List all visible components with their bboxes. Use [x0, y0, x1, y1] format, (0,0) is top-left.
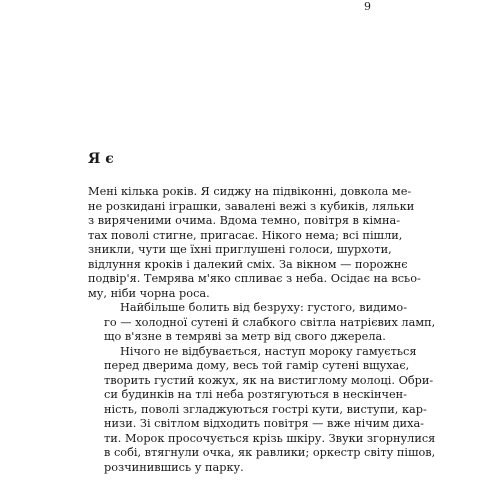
text-line: ти. Морок просочується крізь шкіру. Звуки згорнулися	[104, 431, 436, 445]
text-line: го — холодної сутені й слабкого світла натрієвих ламп,	[104, 315, 436, 329]
text-line: з виряченими очима. Вдома темно, повітря в кімна-	[88, 214, 401, 227]
paragraph-2	[88, 301, 436, 345]
text-line: в собі, втягнули очка, як равлики; оркестр світу пішов,	[104, 446, 436, 459]
text-line: му, ніби чорна роса.	[88, 286, 210, 300]
text-line: перед дверима дому, весь той гамір сутені вщухає,	[104, 359, 410, 372]
paragraph-3	[88, 344, 436, 476]
text-line: си будинків на тлі неба розтягуються в нескінчен-	[104, 388, 407, 401]
text-line: ність, поволі згладжуються гострі кути, виступи, кар-	[104, 402, 427, 416]
text-line: розчинившись у парку.	[104, 460, 244, 474]
paragraph-1	[88, 185, 421, 301]
text-line: відлуння кроків і далекий сміх. За вікном — порожнє	[88, 257, 408, 271]
text-line: подвір'я. Темрява м'яко спливає з неба. Осідає на всьо-	[88, 272, 421, 285]
chapter-body	[88, 185, 436, 475]
text-line: тах поволі стигне, пригасає. Нікого нема; всі пішли,	[88, 228, 403, 242]
text-line: низи. Зі світлом відходить повітря — вже нічим дихa-	[104, 417, 425, 430]
text-line: що в'язне в темряві за метр від свого джерела.	[104, 330, 386, 343]
text-line: зникли, чути ще їхні приглушені голоси, шурхоти,	[88, 243, 392, 256]
chapter-title: Я є	[88, 151, 114, 167]
text-line: Мені кілька років. Я сиджу на підвіконні, довкола ме-	[88, 185, 412, 198]
text-line: Нічого не відбувається, наступ мороку гамується	[120, 344, 417, 358]
text-line: творить густий кожух, як на вистиглому молоці. Обри-	[104, 373, 434, 387]
page-number: 9	[364, 0, 371, 13]
text-line: не розкидані іграшки, завалені вежі з кубиків, ляльки	[88, 199, 415, 213]
text-line: Найбільше болить від безруху: густого, видимо-	[120, 301, 408, 314]
